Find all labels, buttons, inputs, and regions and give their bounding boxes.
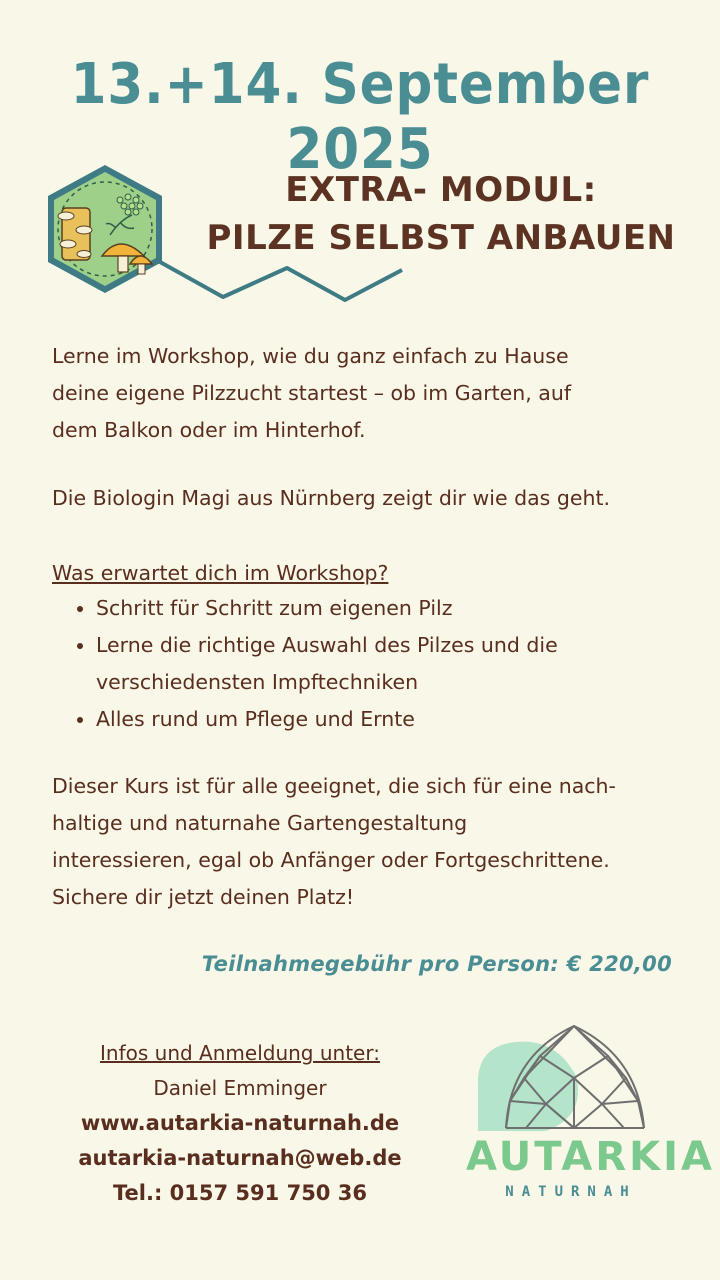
list-item: • Lerne die richtige Auswahl des Pilzes und die verschiedensten Impftechniken bbox=[96, 627, 716, 701]
list-item: • Schritt für Schritt zum eigenen Pilz bbox=[96, 590, 716, 627]
features-list bbox=[52, 590, 716, 738]
intro-line: deine eigene Pilzzucht startest – ob im Garten, auf bbox=[52, 381, 572, 405]
intro-line: Lerne im Workshop, wie du ganz einfach zu Hause bbox=[52, 344, 569, 368]
audience-line: interessieren, egal ob Anfänger oder Fortgeschrittene. bbox=[52, 848, 610, 872]
intro-line: dem Balkon oder im Hinterhof. bbox=[52, 418, 366, 442]
module-title-line1: EXTRA- MODUL: bbox=[285, 170, 597, 210]
list-item: • Alles rund um Pflege und Ernte bbox=[96, 701, 716, 738]
email-link[interactable]: autarkia-naturnah@web.de bbox=[78, 1146, 402, 1170]
biologist-paragraph: Die Biologin Magi aus Nürnberg zeigt dir wie das geht. bbox=[52, 486, 611, 510]
audience-paragraph bbox=[52, 768, 682, 916]
participation-fee: Teilnahmegebühr pro Person: € 220,00 bbox=[201, 952, 672, 976]
module-title bbox=[196, 166, 686, 262]
logo-wordmark: AUTARKIA bbox=[466, 1134, 715, 1180]
contact-heading: Infos und Anmeldung unter: bbox=[100, 1041, 380, 1065]
phone-number[interactable]: Tel.: 0157 591 750 36 bbox=[113, 1181, 367, 1205]
audience-line: haltige und naturnahe Gartengestaltung bbox=[52, 811, 468, 835]
audience-line: Dieser Kurs ist für alle geeignet, die sich für eine nach- bbox=[52, 774, 616, 798]
event-date: 13.+14. September 2025 bbox=[70, 52, 650, 182]
features-heading: Was erwartet dich im Workshop? bbox=[52, 561, 389, 585]
intro-paragraph bbox=[52, 338, 682, 449]
module-title-line2: PILZE SELBST ANBAUEN bbox=[206, 218, 676, 258]
audience-line: Sichere dir jetzt deinen Platz! bbox=[52, 885, 355, 909]
contact-name: Daniel Emminger bbox=[153, 1076, 327, 1100]
logo-subtitle: NATURNAH bbox=[505, 1184, 637, 1200]
contact-block bbox=[60, 1036, 420, 1211]
website-link[interactable]: www.autarkia-naturnah.de bbox=[80, 1111, 400, 1135]
